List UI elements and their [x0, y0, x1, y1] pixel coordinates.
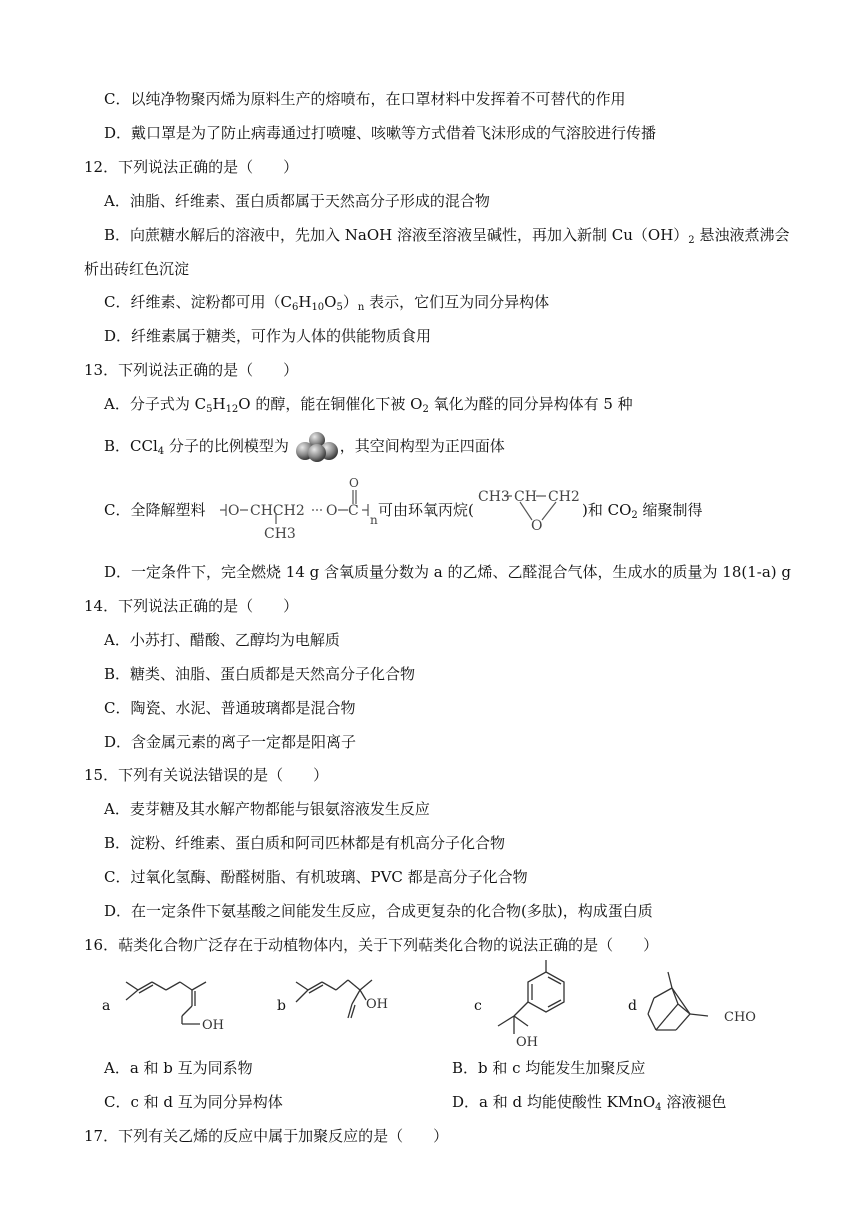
struct-label-b: b	[277, 998, 286, 1014]
q13c-post1: )和 CO	[582, 501, 632, 519]
q16-stem: 16．萜类化合物广泛存在于动植物体内，关于下列萜类化合物的说法正确的是（ ）	[84, 936, 659, 954]
q13-option-d: D．一定条件下，完全燃烧 14 g 含氧质量分数为 a 的乙烯、乙醛混合气体，生成水的质量为 18(1-a) g	[104, 563, 791, 581]
q11-option-c: C．以纯净物聚丙烯为原料生产的熔喷布，在口罩材料中发挥着不可替代的作用	[104, 90, 626, 108]
q15-option-d: D．在一定条件下氨基酸之间能发生反应，合成更复杂的化合物(多肽)，构成蛋白质	[104, 902, 653, 920]
q12c-close: ）	[342, 293, 358, 311]
q17-stem: 17．下列有关乙烯的反应中属于加聚反应的是（ ）	[84, 1127, 449, 1145]
q13a-sub2: 12	[225, 404, 239, 415]
q13-option-b	[104, 432, 505, 462]
q12b-sub: 2	[688, 235, 695, 246]
q13a-pre: A．分子式为 C	[104, 395, 207, 413]
epox-ch: CH	[514, 489, 537, 505]
q13-option-a	[104, 394, 633, 420]
q12-option-b-cont: 析出砖红色沉淀	[84, 260, 190, 278]
epox-ch2: CH2	[548, 489, 580, 505]
q13b-sub: 4	[157, 446, 165, 457]
q12c-o: O	[324, 293, 337, 311]
q11-option-d: D．戴口罩是为了防止病毒通过打喷嚏、咳嗽等方式借着飞沫形成的气溶胶进行传播	[104, 124, 657, 142]
q12b-text: B．向蔗糖水解后的溶液中，先加入 NaOH 溶液至溶液呈碱性，再加入新制 Cu（OH）	[104, 226, 689, 244]
q14-option-d: D．含金属元素的离子一定都是阳离子	[104, 733, 357, 751]
q16-option-c: C．c 和 d 互为同分异构体	[104, 1093, 283, 1111]
q12c-sub2: 10	[311, 302, 325, 313]
q12c-pre: C．纤维素、淀粉都可用（C	[104, 293, 292, 311]
poly-o1: O	[228, 503, 240, 519]
poly-o3: O	[349, 476, 359, 490]
q12-option-a: A．油脂、纤维素、蛋白质都属于天然高分子形成的混合物	[104, 192, 490, 210]
struct-label-a: a	[102, 998, 111, 1014]
q16-option-a: A．a 和 b 互为同系物	[104, 1059, 253, 1077]
polymer-structure-diagram	[218, 474, 378, 546]
q12b-end: 悬浊液煮沸会	[694, 226, 790, 244]
q14-option-a: A．小苏打、醋酸、乙醇均为电解质	[104, 631, 340, 649]
c-oh: OH	[516, 1035, 538, 1050]
q16-option-d	[452, 1092, 726, 1118]
q12-stem: 12．下列说法正确的是（ ）	[84, 158, 299, 176]
q15-option-a: A．麦芽糖及其水解产物都能与银氨溶液发生反应	[104, 800, 430, 818]
epoxypropane-structure-diagram	[476, 484, 582, 534]
q13b-mid: 分子的比例模型为	[164, 437, 289, 455]
q14-option-c: C．陶瓷、水泥、普通玻璃都是混合物	[104, 699, 356, 717]
terpene-d-structure-diagram	[642, 964, 762, 1036]
q13b-pre: B．CCl	[104, 437, 158, 455]
struct-label-d: d	[628, 998, 637, 1014]
poly-ch3: CH3	[264, 526, 296, 542]
terpene-b-structure-diagram	[292, 972, 402, 1036]
q12c-h: H	[298, 293, 312, 311]
q15-option-c: C．过氧化氢酶、酚醛树脂、有机玻璃、PVC 都是高分子化合物	[104, 868, 528, 886]
epox-ch3: CH3	[478, 489, 510, 505]
q13c-sub: 2	[631, 510, 638, 521]
q13-option-c-post	[582, 500, 703, 526]
q16-option-b: B．b 和 c 均能发生加聚反应	[452, 1059, 646, 1077]
q12-option-c	[104, 292, 549, 318]
q13-option-c-pre: C．全降解塑料	[104, 501, 206, 519]
ccl4-space-filling-model-icon	[294, 432, 340, 462]
q15-stem: 15．下列有关说法错误的是（ ）	[84, 766, 329, 784]
b-oh: OH	[366, 997, 388, 1012]
poly-n: n	[370, 513, 378, 527]
q13a-h: H	[212, 395, 226, 413]
q14-stem: 14．下列说法正确的是（ ）	[84, 597, 299, 615]
epox-o: O	[531, 518, 543, 534]
q13b-post: ，其空间构型为正四面体	[339, 437, 505, 455]
terpene-a-structure-diagram	[120, 972, 230, 1036]
q12c-post: 表示，它们互为同分异构体	[364, 293, 550, 311]
q13a-mid: O 的醇，能在铜催化下被 O	[238, 395, 423, 413]
q16d-post: 溶液褪色	[661, 1093, 727, 1111]
q12-option-b	[104, 225, 789, 251]
struct-label-c: c	[474, 998, 482, 1014]
d-cho: CHO	[724, 1010, 756, 1025]
q13c-post2: 缩聚制得	[637, 501, 703, 519]
q16d-sub: 4	[655, 1102, 662, 1113]
q13a-sub1: 5	[206, 404, 213, 415]
q12-option-d: D．纤维素属于糖类，可作为人体的供能物质食用	[104, 327, 432, 345]
poly-chch2: CHCH2	[250, 503, 305, 519]
q13-stem: 13．下列说法正确的是（ ）	[84, 361, 299, 379]
q12c-n: n	[357, 302, 365, 313]
poly-o2: O	[326, 503, 338, 519]
q14-option-b: B．糖类、油脂、蛋白质都是天然高分子化合物	[104, 665, 416, 683]
q13a-post: 氧化为醛的同分异构体有 5 种	[428, 395, 633, 413]
q16d-pre: D．a 和 d 均能使酸性 KMnO	[452, 1093, 656, 1111]
q13-option-c-mid: 可由环氧丙烷(	[378, 501, 474, 519]
q12c-sub1: 6	[291, 302, 299, 313]
q15-option-b: B．淀粉、纤维素、蛋白质和阿司匹林都是有机高分子化合物	[104, 834, 506, 852]
terpene-c-structure-diagram	[494, 954, 584, 1050]
poly-c: C	[348, 503, 359, 519]
q12c-sub3: 5	[336, 302, 343, 313]
a-oh: OH	[202, 1018, 224, 1033]
q13a-sub3: 2	[422, 404, 429, 415]
